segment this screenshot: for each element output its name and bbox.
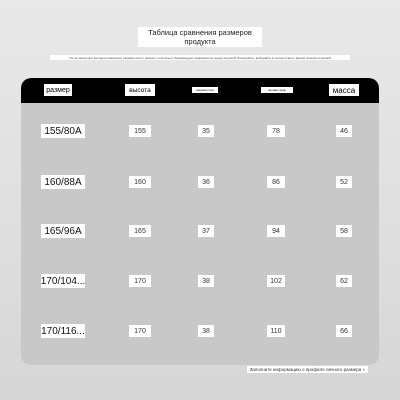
table-row bbox=[21, 172, 379, 192]
row-shoulder: 38 bbox=[198, 275, 214, 287]
row-height: 170 bbox=[129, 325, 151, 337]
header-shoulder-width: ширина плеч bbox=[192, 87, 218, 93]
header-weight: масса bbox=[329, 84, 359, 96]
row-chest: 86 bbox=[267, 176, 285, 188]
row-shoulder: 35 bbox=[198, 125, 214, 137]
row-shoulder: 37 bbox=[198, 225, 214, 237]
row-chest: 94 bbox=[267, 225, 285, 237]
row-chest: 78 bbox=[267, 125, 285, 137]
table-row bbox=[21, 271, 379, 291]
table-row bbox=[21, 321, 379, 341]
row-weight: 66 bbox=[336, 325, 352, 337]
size-comparison-table bbox=[21, 78, 379, 365]
row-size: 155/80A bbox=[41, 124, 85, 138]
row-height: 155 bbox=[129, 125, 151, 137]
row-height: 160 bbox=[129, 176, 151, 188]
page-title: Таблица сравнения размеров продукта bbox=[138, 27, 262, 47]
header-height: высота bbox=[125, 84, 155, 96]
row-weight: 46 bbox=[336, 125, 352, 137]
measurement-note: *из-за различных методов измерения, размеры могут немного отличаться. Рекомендуем ознакомиться перед покупкой. Пожалуйста, выбирайте в соответствии с вашей личной ситуацией bbox=[50, 55, 350, 60]
header-chest: полная грудь bbox=[261, 87, 293, 93]
row-size: 160/88A bbox=[41, 175, 85, 189]
row-size: 165/96A bbox=[41, 224, 85, 238]
row-weight: 58 bbox=[336, 225, 352, 237]
row-height: 165 bbox=[129, 225, 151, 237]
row-chest: 110 bbox=[267, 325, 285, 337]
row-weight: 52 bbox=[336, 176, 352, 188]
fill-size-profile-link[interactable]: Заполните информацию о профиле личного размера » bbox=[247, 366, 368, 373]
row-size: 170/116... bbox=[41, 325, 85, 337]
row-size: 170/104... bbox=[40, 275, 86, 287]
table-header bbox=[21, 78, 379, 103]
row-height: 170 bbox=[129, 275, 151, 287]
row-shoulder: 36 bbox=[198, 176, 214, 188]
row-weight: 62 bbox=[336, 275, 352, 287]
row-chest: 102 bbox=[267, 275, 285, 287]
table-row bbox=[21, 121, 379, 141]
header-size: размер bbox=[44, 84, 72, 96]
table-row bbox=[21, 221, 379, 241]
row-shoulder: 38 bbox=[198, 325, 214, 337]
